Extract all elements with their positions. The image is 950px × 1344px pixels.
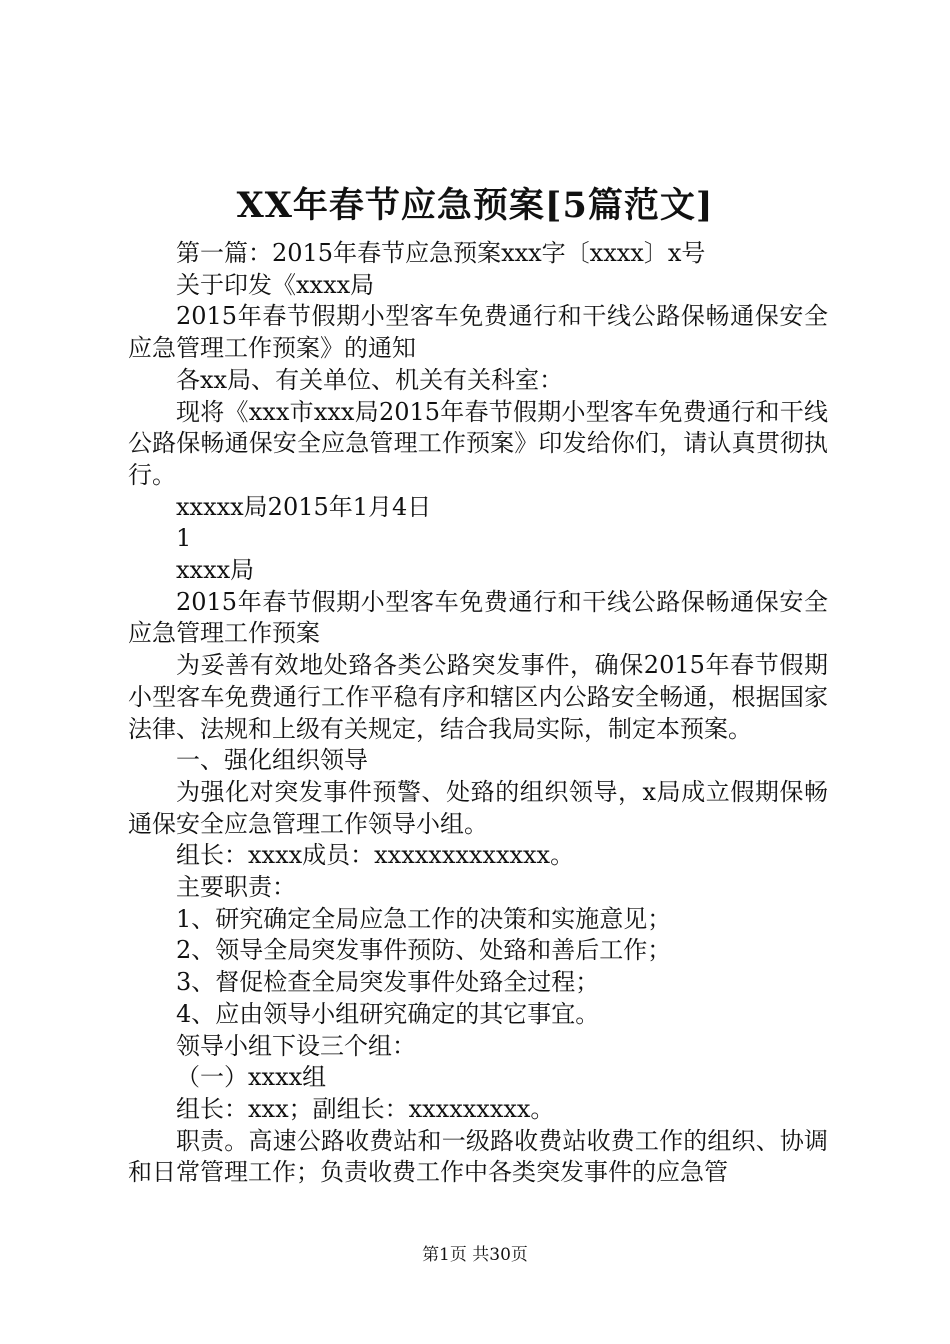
paragraph: xxxxx局2015年1月4日 bbox=[176, 492, 432, 521]
paragraph: 1 bbox=[176, 524, 192, 553]
page-footer: 第1页 共30页 bbox=[422, 1245, 528, 1265]
paragraph: xxxx局 bbox=[176, 556, 255, 585]
paragraph: 为妥善有效地处臵各类公路突发事件，确保2015年春节假期小型客车免费通行工作平稳有序和辖区内公路安全畅通，根据国家法律、法规和上级有关规定，结合我局实际，制定本预案。 bbox=[128, 651, 828, 743]
paragraph: 3、督促检查全局突发事件处臵全过程； bbox=[176, 968, 600, 997]
paragraph: 主要职责： bbox=[176, 873, 296, 902]
paragraph: 为强化对突发事件预警、处臵的组织领导，x局成立假期保畅通保安全应急管理工作领导小组。 bbox=[128, 777, 828, 838]
paragraph: 各xx局、有关单位、机关有关科室： bbox=[176, 365, 564, 394]
paragraph: 4、应由领导小组研究确定的其它事宜。 bbox=[176, 999, 600, 1028]
paragraph: 组长：xxxx成员：xxxxxxxxxxxxx。 bbox=[176, 841, 575, 870]
paragraph: 2、领导全局突发事件预防、处臵和善后工作； bbox=[176, 936, 672, 965]
paragraph: 2015年春节假期小型客车免费通行和干线公路保畅通保安全应急管理工作预案》的通知 bbox=[128, 302, 828, 363]
paragraph: 职责。高速公路收费站和一级路收费站收费工作的组织、协调和日常管理工作；负责收费工作中各类突发事件的应急管 bbox=[128, 1126, 828, 1187]
paragraph: 组长：xxx；副组长：xxxxxxxxx。 bbox=[176, 1094, 555, 1123]
paragraph: 一、强化组织领导 bbox=[176, 746, 368, 775]
document-body bbox=[128, 238, 828, 1189]
paragraph: 2015年春节假期小型客车免费通行和干线公路保畅通保安全应急管理工作预案 bbox=[128, 587, 828, 648]
document-title: XX年春节应急预案[5篇范文] bbox=[236, 185, 714, 226]
paragraph: 关于印发《xxxx局 bbox=[176, 270, 375, 299]
paragraph: 第一篇：2015年春节应急预案xxx字〔xxxx〕x号 bbox=[176, 239, 706, 267]
paragraph: 1、研究确定全局应急工作的决策和实施意见； bbox=[176, 904, 672, 933]
paragraph: 领导小组下设三个组： bbox=[176, 1031, 416, 1060]
paragraph: （一）xxxx组 bbox=[176, 1063, 327, 1092]
paragraph: 现将《xxx市xxx局2015年春节假期小型客车免费通行和干线公路保畅通保安全应急管理工作预案》印发给你们，请认真贯彻执行。 bbox=[128, 397, 828, 489]
